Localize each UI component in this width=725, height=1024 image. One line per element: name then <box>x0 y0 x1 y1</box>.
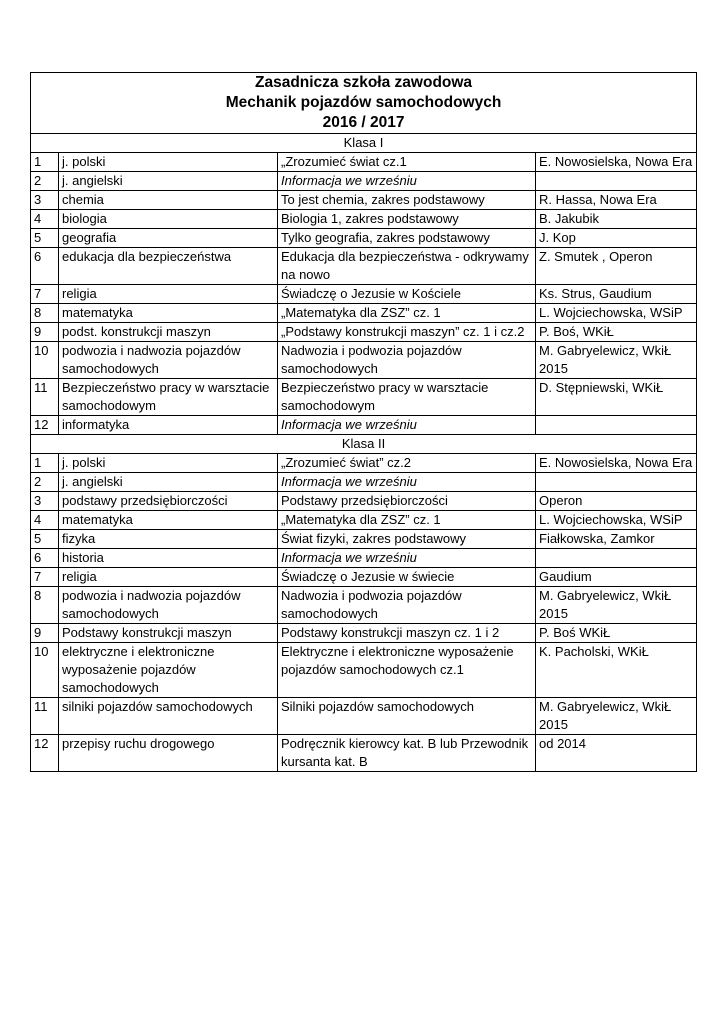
author-publisher-cell: Z. Smutek , Operon <box>536 248 697 285</box>
profession-name: Mechanik pojazdów samochodowych <box>225 94 502 111</box>
subject-cell: podstawy przedsiębiorczości <box>59 492 278 511</box>
row-number: 7 <box>31 285 59 304</box>
textbook-cell: Informacja we wrześniu <box>278 416 536 435</box>
row-number: 2 <box>31 172 59 191</box>
subject-cell: chemia <box>59 191 278 210</box>
subject-cell: fizyka <box>59 530 278 549</box>
textbook-cell: Nadwozia i podwozia pojazdów samochodowych <box>278 342 536 379</box>
table-row <box>31 530 697 549</box>
table-row <box>31 624 697 643</box>
subject-cell: Podstawy konstrukcji maszyn <box>59 624 278 643</box>
textbook-table <box>30 72 697 772</box>
table-row <box>31 210 697 229</box>
row-number: 11 <box>31 698 59 735</box>
textbook-cell: „Matematyka dla ZSZ” cz. 1 <box>278 511 536 530</box>
textbook-cell: Tylko geografia, zakres podstawowy <box>278 229 536 248</box>
section-header-row <box>31 134 697 153</box>
row-number: 5 <box>31 530 59 549</box>
section-header-row <box>31 435 697 454</box>
row-number: 9 <box>31 323 59 342</box>
author-publisher-cell: Gaudium <box>536 568 697 587</box>
table-row <box>31 511 697 530</box>
subject-cell: j. polski <box>59 153 278 172</box>
header-row <box>31 73 697 134</box>
author-publisher-cell: P. Boś WKiŁ <box>536 624 697 643</box>
subject-cell: geografia <box>59 229 278 248</box>
table-row <box>31 587 697 624</box>
table-row <box>31 191 697 210</box>
textbook-cell: Świat fizyki, zakres podstawowy <box>278 530 536 549</box>
section-title: Klasa I <box>31 134 697 153</box>
row-number: 4 <box>31 511 59 530</box>
subject-cell: historia <box>59 549 278 568</box>
table-row <box>31 643 697 698</box>
author-publisher-cell: Operon <box>536 492 697 511</box>
textbook-cell: Biologia 1, zakres podstawowy <box>278 210 536 229</box>
school-name: Zasadnicza szkoła zawodowa <box>254 74 473 91</box>
subject-cell: podwozia i nadwozia pojazdów samochodowych <box>59 342 278 379</box>
table-row <box>31 549 697 568</box>
textbook-cell: Informacja we wrześniu <box>278 473 536 492</box>
row-number: 2 <box>31 473 59 492</box>
row-number: 12 <box>31 416 59 435</box>
row-number: 1 <box>31 153 59 172</box>
row-number: 10 <box>31 643 59 698</box>
table-row <box>31 153 697 172</box>
textbook-cell: Podstawy przedsiębiorczości <box>278 492 536 511</box>
author-publisher-cell: L. Wojciechowska, WSiP <box>536 304 697 323</box>
row-number: 3 <box>31 191 59 210</box>
subject-cell: silniki pojazdów samochodowych <box>59 698 278 735</box>
author-publisher-cell: od 2014 <box>536 735 697 772</box>
table-row <box>31 416 697 435</box>
textbook-cell: To jest chemia, zakres podstawowy <box>278 191 536 210</box>
author-publisher-cell: P. Boś, WKiŁ <box>536 323 697 342</box>
table-row <box>31 229 697 248</box>
row-number: 5 <box>31 229 59 248</box>
table-row <box>31 304 697 323</box>
author-publisher-cell <box>536 416 697 435</box>
textbook-cell: Podręcznik kierowcy kat. B lub Przewodnik kursanta kat. B <box>278 735 536 772</box>
row-number: 6 <box>31 549 59 568</box>
subject-cell: matematyka <box>59 511 278 530</box>
textbook-cell: „Zrozumieć świat cz.1 <box>278 153 536 172</box>
row-number: 3 <box>31 492 59 511</box>
author-publisher-cell: Fiałkowska, Zamkor <box>536 530 697 549</box>
textbook-cell: Silniki pojazdów samochodowych <box>278 698 536 735</box>
textbook-cell: Informacja we wrześniu <box>278 549 536 568</box>
table-row <box>31 248 697 285</box>
row-number: 11 <box>31 379 59 416</box>
row-number: 6 <box>31 248 59 285</box>
textbook-cell: „Podstawy konstrukcji maszyn” cz. 1 i cz.2 <box>278 323 536 342</box>
subject-cell: Bezpieczeństwo pracy w warsztacie samochodowym <box>59 379 278 416</box>
author-publisher-cell: Ks. Strus, Gaudium <box>536 285 697 304</box>
author-publisher-cell: M. Gabryelewicz, WkiŁ 2015 <box>536 698 697 735</box>
author-publisher-cell: E. Nowosielska, Nowa Era <box>536 454 697 473</box>
author-publisher-cell: B. Jakubik <box>536 210 697 229</box>
table-row <box>31 379 697 416</box>
table-row <box>31 492 697 511</box>
textbook-cell: Świadczę o Jezusie w świecie <box>278 568 536 587</box>
author-publisher-cell <box>536 172 697 191</box>
textbook-cell: „Zrozumieć świat” cz.2 <box>278 454 536 473</box>
row-number: 9 <box>31 624 59 643</box>
row-number: 1 <box>31 454 59 473</box>
table-row <box>31 285 697 304</box>
author-publisher-cell: J. Kop <box>536 229 697 248</box>
section-title: Klasa II <box>31 435 697 454</box>
textbook-cell: Edukacja dla bezpieczeństwa - odkrywamy na nowo <box>278 248 536 285</box>
subject-cell: j. polski <box>59 454 278 473</box>
subject-cell: j. angielski <box>59 172 278 191</box>
document-title <box>31 73 697 134</box>
subject-cell: edukacja dla bezpieczeństwa <box>59 248 278 285</box>
textbook-cell: Podstawy konstrukcji maszyn cz. 1 i 2 <box>278 624 536 643</box>
table-row <box>31 735 697 772</box>
subject-cell: elektryczne i elektroniczne wyposażenie pojazdów samochodowych <box>59 643 278 698</box>
subject-cell: przepisy ruchu drogowego <box>59 735 278 772</box>
textbook-cell: Bezpieczeństwo pracy w warsztacie samochodowym <box>278 379 536 416</box>
table-row <box>31 698 697 735</box>
subject-cell: podst. konstrukcji maszyn <box>59 323 278 342</box>
author-publisher-cell: M. Gabryelewicz, WkiŁ 2015 <box>536 342 697 379</box>
row-number: 7 <box>31 568 59 587</box>
table-row <box>31 454 697 473</box>
row-number: 12 <box>31 735 59 772</box>
author-publisher-cell <box>536 473 697 492</box>
author-publisher-cell: D. Stępniewski, WKiŁ <box>536 379 697 416</box>
row-number: 10 <box>31 342 59 379</box>
school-year: 2016 / 2017 <box>322 114 405 131</box>
row-number: 4 <box>31 210 59 229</box>
textbook-cell: „Matematyka dla ZSZ” cz. 1 <box>278 304 536 323</box>
subject-cell: podwozia i nadwozia pojazdów samochodowych <box>59 587 278 624</box>
table-row <box>31 568 697 587</box>
textbook-cell: Elektryczne i elektroniczne wyposażenie pojazdów samochodowych cz.1 <box>278 643 536 698</box>
author-publisher-cell: M. Gabryelewicz, WkiŁ 2015 <box>536 587 697 624</box>
textbook-cell: Świadczę o Jezusie w Kościele <box>278 285 536 304</box>
textbook-cell: Informacja we wrześniu <box>278 172 536 191</box>
textbook-cell: Nadwozia i podwozia pojazdów samochodowych <box>278 587 536 624</box>
author-publisher-cell: K. Pacholski, WKiŁ <box>536 643 697 698</box>
table-row <box>31 473 697 492</box>
table-row <box>31 172 697 191</box>
row-number: 8 <box>31 587 59 624</box>
author-publisher-cell: L. Wojciechowska, WSiP <box>536 511 697 530</box>
subject-cell: biologia <box>59 210 278 229</box>
subject-cell: matematyka <box>59 304 278 323</box>
table-row <box>31 323 697 342</box>
subject-cell: informatyka <box>59 416 278 435</box>
author-publisher-cell: R. Hassa, Nowa Era <box>536 191 697 210</box>
author-publisher-cell: E. Nowosielska, Nowa Era <box>536 153 697 172</box>
row-number: 8 <box>31 304 59 323</box>
subject-cell: religia <box>59 285 278 304</box>
subject-cell: religia <box>59 568 278 587</box>
table-row <box>31 342 697 379</box>
subject-cell: j. angielski <box>59 473 278 492</box>
author-publisher-cell <box>536 549 697 568</box>
